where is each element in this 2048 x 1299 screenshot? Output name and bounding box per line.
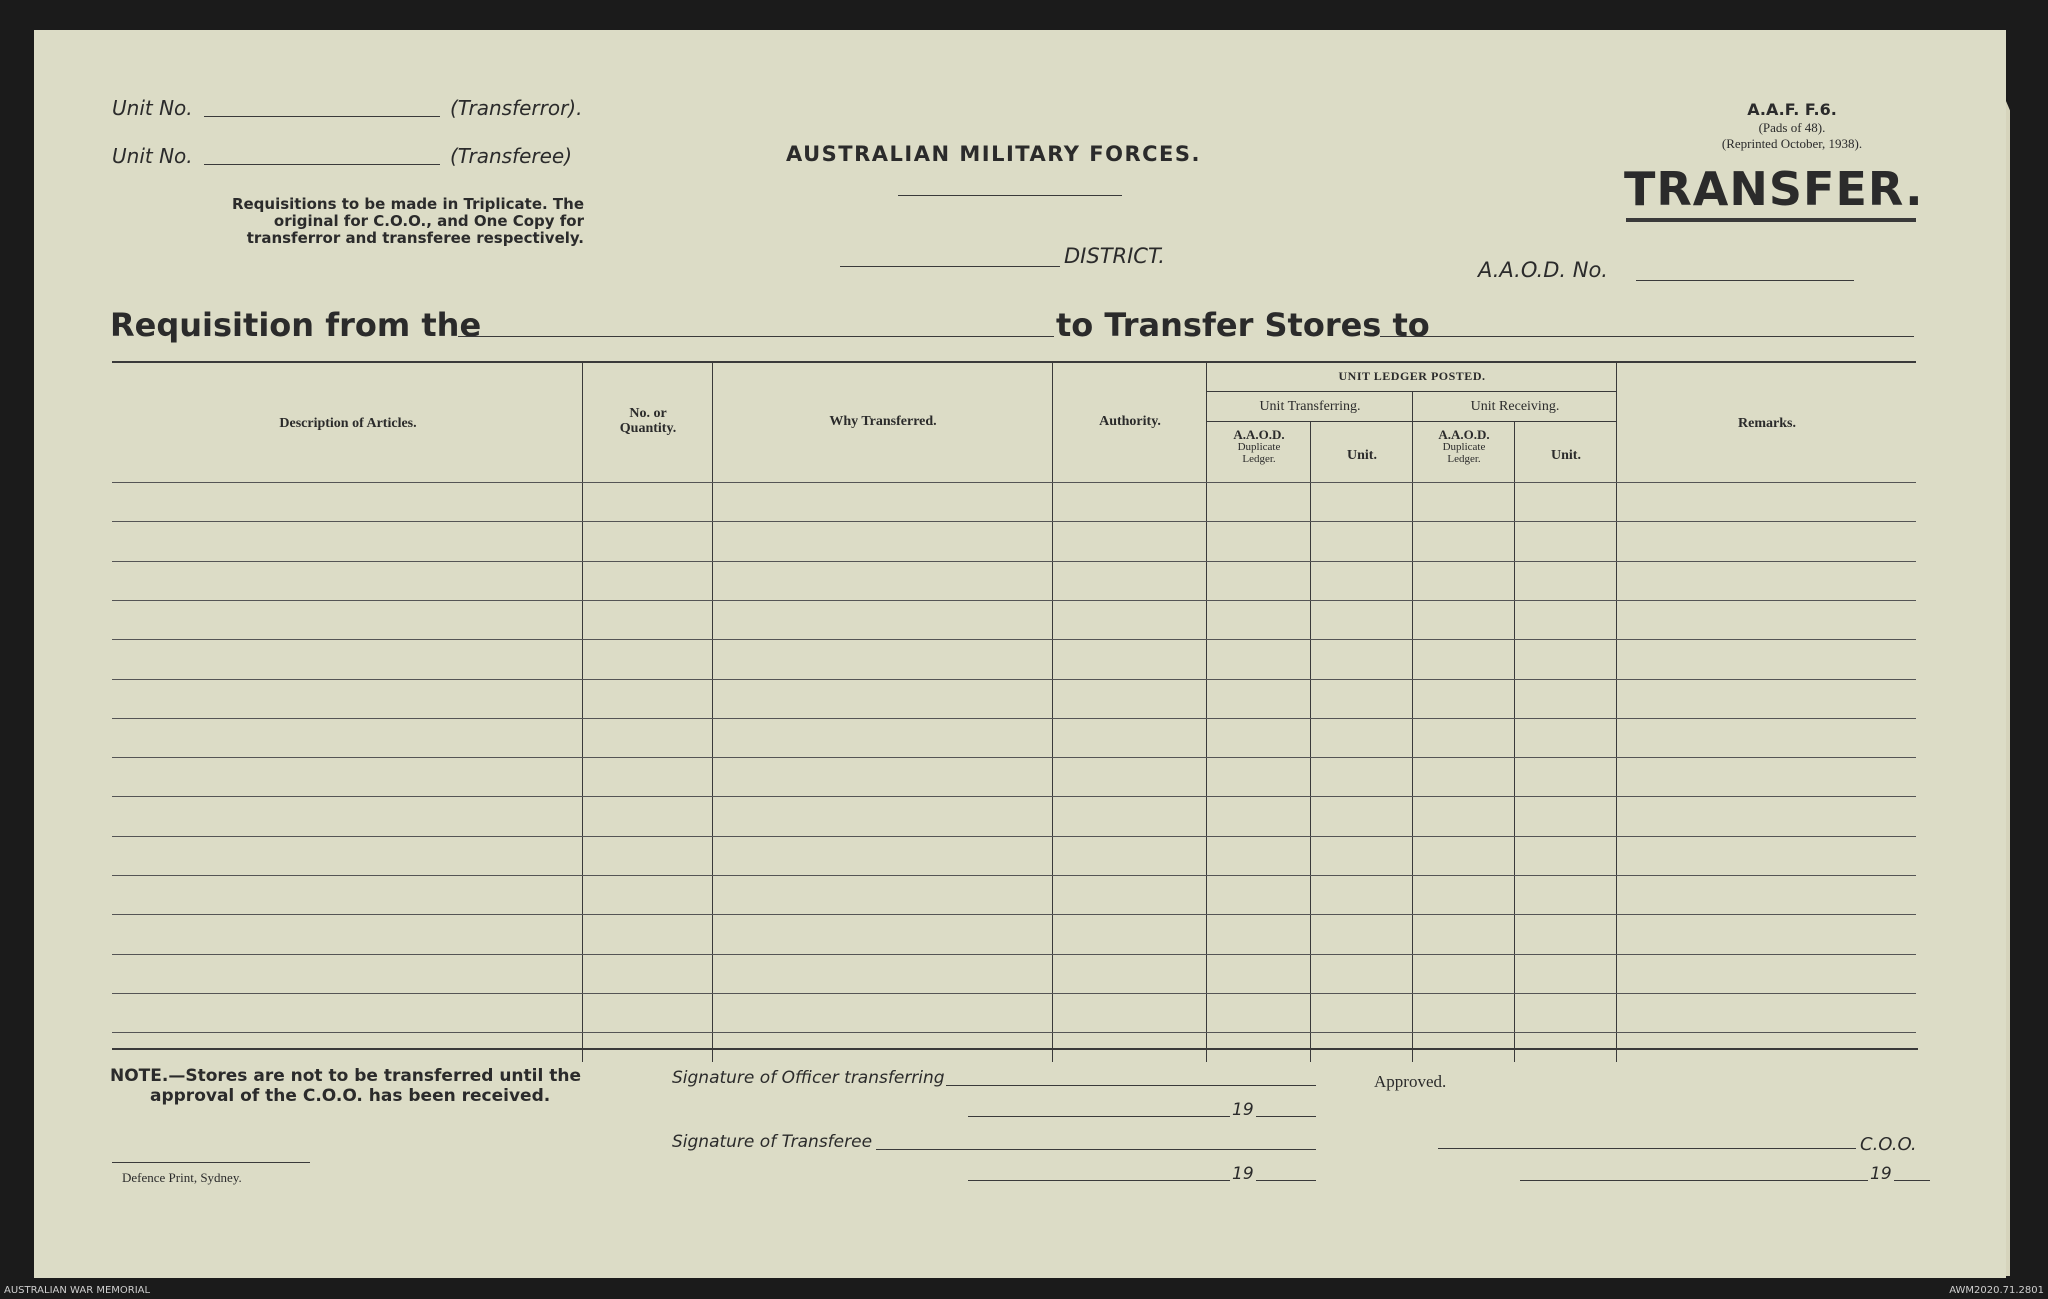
duplicate-header-line: Duplicate: [1237, 441, 1281, 453]
credit-right: AWM2020.71.2801: [1949, 1285, 2044, 1296]
archive-credit-strip: [0, 1285, 2048, 1299]
instructions-line: transferror and transferee respectively.: [246, 229, 584, 247]
table-row-line: [112, 718, 1916, 719]
unit-receiving-header: Unit Receiving.: [1470, 399, 1560, 414]
unit-no-transferee-field[interactable]: [204, 164, 440, 165]
org-title: AUSTRALIAN MILITARY FORCES.: [786, 142, 1201, 166]
table-row-line: [112, 993, 1916, 994]
col-authority-header: Authority.: [1099, 414, 1161, 429]
coo-year: 19: [1870, 1164, 1892, 1184]
unit-transferring-header: Unit Transferring.: [1259, 399, 1361, 414]
footer-note: [110, 1066, 640, 1106]
duplicate-header-line: Duplicate: [1442, 441, 1486, 453]
sig-transferee-year: 19: [1232, 1164, 1254, 1184]
table-row-line: [112, 796, 1916, 797]
district-label: DISTRICT.: [1064, 244, 1165, 268]
table-row-line: [112, 482, 1916, 483]
table-row-line: [112, 954, 1916, 955]
table-row-line: [112, 875, 1916, 876]
printer-label: Defence Print, Sydney.: [122, 1170, 242, 1185]
sig-transferee-field[interactable]: [876, 1149, 1316, 1150]
col-quantity-header-line: Quantity.: [619, 421, 677, 436]
coo-signature-field[interactable]: [1438, 1148, 1856, 1149]
transfer-to-label: to Transfer Stores to: [1056, 306, 1430, 344]
table-top-border: [112, 361, 1916, 363]
sig-transferee-date-field[interactable]: [968, 1180, 1230, 1181]
form-code: A.A.F. F.6.: [1747, 100, 1837, 119]
printer-rule: [112, 1162, 310, 1163]
col-why-header: Why Transferred.: [829, 414, 937, 429]
col-divider: [1616, 362, 1617, 1062]
instructions: [134, 196, 584, 247]
requisition-from-label: Requisition from the: [110, 306, 482, 344]
table-row-line: [112, 1032, 1916, 1033]
transferee-label: (Transferee): [450, 144, 573, 168]
table-row-line: [112, 757, 1916, 758]
title-underline: [898, 195, 1122, 196]
credit-left: AUSTRALIAN WAR MEMORIAL: [4, 1285, 151, 1296]
aaod-label: A.A.O.D. No.: [1478, 258, 1608, 282]
district-field[interactable]: [840, 266, 1060, 267]
ledger-group-header: UNIT LEDGER POSTED.: [1338, 369, 1486, 383]
transfer-to-field[interactable]: [1380, 336, 1914, 337]
unit-no-label-transferror: Unit No.: [112, 96, 193, 120]
coo-date-field[interactable]: [1520, 1180, 1868, 1181]
ledger-header-line: Ledger.: [1447, 453, 1481, 465]
table-row-line: [112, 521, 1916, 522]
col-description-header: Description of Articles.: [279, 416, 417, 431]
ledger-group-rule: [1206, 391, 1616, 392]
form-title: TRANSFER.: [1624, 162, 1924, 216]
aaod-header-line: A.A.O.D.: [1438, 427, 1490, 442]
footer-note-line: NOTE.—Stores are not to be transferred until the: [110, 1066, 581, 1086]
table-row-line: [112, 679, 1916, 680]
sig-transferee-year-field[interactable]: [1256, 1180, 1316, 1181]
table-row-line: [112, 836, 1916, 837]
sig-transferee-label: Signature of Transferee: [672, 1132, 873, 1152]
col-divider: [582, 362, 583, 1062]
footer-note-line: approval of the C.O.O. has been received.: [150, 1086, 551, 1106]
coo-label: C.O.O.: [1860, 1134, 1917, 1155]
table-row-line: [112, 639, 1916, 640]
transferror-label: (Transferror).: [450, 96, 583, 120]
aaod-duplicate-header-2: [1414, 428, 1514, 465]
col-divider: [712, 362, 713, 1062]
aaod-header-line: A.A.O.D.: [1233, 427, 1285, 442]
requisition-from-field[interactable]: [458, 336, 1054, 337]
aaod-number-field[interactable]: [1636, 280, 1854, 281]
table-row-line: [112, 561, 1916, 562]
reprint-note: (Reprinted October, 1938).: [1721, 136, 1863, 151]
col-quantity-header-line: No. or: [629, 406, 667, 421]
instructions-line: original for C.O.O., and One Copy for: [273, 212, 584, 230]
col-divider: [1412, 392, 1413, 1062]
form-title-underline: [1626, 218, 1916, 222]
sig-officer-date-field[interactable]: [968, 1116, 1230, 1117]
col-divider: [1052, 362, 1053, 1062]
unit-no-label-transferee: Unit No.: [112, 144, 193, 168]
unit-no-transferror-field[interactable]: [204, 116, 440, 117]
pads-note: (Pads of 48).: [1758, 120, 1826, 135]
transfer-form-sheet: [34, 30, 2006, 1278]
unit-transferring-unit-header: Unit.: [1347, 448, 1377, 463]
col-remarks-header: Remarks.: [1738, 416, 1796, 431]
table-bottom-border: [112, 1048, 1918, 1050]
coo-year-field[interactable]: [1894, 1180, 1930, 1181]
sig-officer-year: 19: [1232, 1100, 1254, 1120]
col-divider: [1310, 422, 1311, 1062]
sig-officer-year-field[interactable]: [1256, 1116, 1316, 1117]
unit-receiving-unit-header: Unit.: [1551, 448, 1581, 463]
approved-label: Approved.: [1374, 1072, 1447, 1091]
col-quantity-header: [584, 406, 712, 436]
sig-officer-label: Signature of Officer transferring: [672, 1068, 945, 1088]
table-row-line: [112, 914, 1916, 915]
instructions-line: Requisitions to be made in Triplicate. The: [231, 195, 584, 213]
table-row-line: [112, 600, 1916, 601]
aaod-duplicate-header-1: [1208, 428, 1310, 465]
sig-officer-field[interactable]: [946, 1085, 1316, 1086]
ledger-sub-rule: [1206, 421, 1616, 422]
ledger-header-line: Ledger.: [1242, 453, 1276, 465]
col-divider: [1514, 422, 1515, 1062]
col-divider: [1206, 362, 1207, 1062]
